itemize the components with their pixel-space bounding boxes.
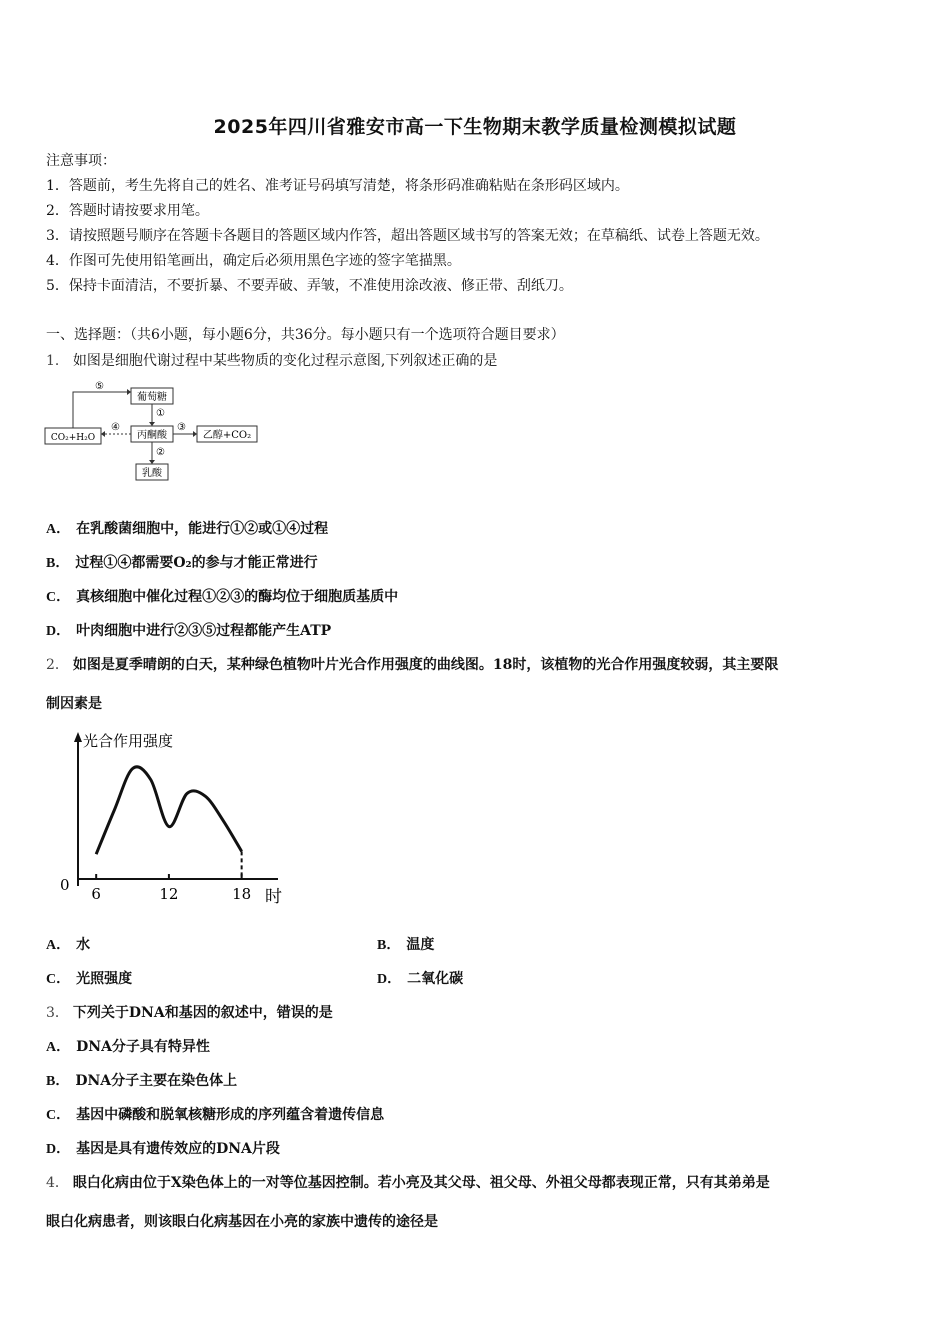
co2-h2o-label: CO₂+H₂O [50,433,96,443]
x-tick-label: 12 [159,885,179,903]
notice-heading: 注意事项： [46,153,116,169]
x-tick-label: 18 [232,885,252,903]
option-c[interactable]: C． 基因中磷酸和脱氧核糖形成的序列蕴含着遗传信息 [46,1107,385,1123]
option-b[interactable]: B． DNA分子主要在染色体上 [46,1073,238,1089]
y-axis-arrow [74,732,82,742]
question-text: 下列关于DNA和基因的叙述中，错误的是 [72,1005,333,1021]
notice-item: 4．作图可先使用铅笔画出，确定后必须用黑色字迹的签字笔描黑。 [46,253,461,269]
question-4-stem-cont: 眼白化病患者，则该眼白化病基因在小亮的家族中遗传的途径是 [46,1214,438,1230]
metabolism-diagram [44,380,264,486]
option-a[interactable]: A． 水 [46,937,91,953]
ethanol-label: 乙醇+CO₂ [202,430,252,441]
question-4-stem [46,1174,770,1192]
step-3-label: ③ [177,422,186,433]
question-3-stem [46,1004,333,1022]
question-number: 4． [46,1175,69,1191]
series-line [96,767,241,854]
question-1-stem [46,352,497,370]
x-tick-label: 6 [91,885,101,903]
step-2-label: ② [156,447,165,458]
step-1-label: ① [156,408,165,419]
glucose-label: 葡萄糖 [137,392,167,403]
notice-item: 1．答题前，考生先将自己的姓名、准考证号码填写清楚，将条形码准确粘贴在条形码区域内。 [46,178,629,194]
option-d[interactable]: D． 二氧化碳 [377,971,464,987]
option-d[interactable]: D． 基因是具有遗传效应的DNA片段 [46,1141,280,1157]
option-b[interactable]: B． 过程①④都需要O₂的参与才能正常进行 [46,555,318,571]
photosynthesis-chart [56,726,290,912]
x-axis-label: 时 [265,887,282,907]
notice-item: 5．保持卡面清洁，不要折暴、不要弄破、弄皱，不准使用涂改液、修正带、刮纸刀。 [46,278,573,294]
question-text: 如图是夏季晴朗的白天，某种绿色植物叶片光合作用强度的曲线图。18时，该植物的光合作用强度较弱，其主要限 [72,657,779,673]
option-c[interactable]: C． 光照强度 [46,971,133,987]
option-c[interactable]: C． 真核细胞中催化过程①②③的酶均位于细胞质基质中 [46,589,399,605]
question-2-stem-cont: 制因素是 [46,696,102,712]
step-4-label: ④ [111,422,120,433]
page-title: 2025年四川省雅安市高一下生物期末教学质量检测模拟试题 [213,116,737,138]
notice-item: 2．答题时请按要求用笔。 [46,203,209,219]
question-2-stem [46,656,778,674]
option-d[interactable]: D． 叶肉细胞中进行②③⑤过程都能产生ATP [46,623,332,639]
pyruvate-label: 丙酮酸 [137,430,167,441]
question-number: 1． [46,353,69,369]
origin-label: 0 [60,876,70,894]
step-5-label: ⑤ [95,381,104,392]
option-b[interactable]: B． 温度 [377,937,435,953]
question-number: 3． [46,1005,69,1021]
notice-item: 3．请按照题号顺序在答题卡各题目的答题区域内作答，超出答题区域书写的答案无效；在草稿纸、试卷上答题无效。 [46,228,769,244]
section-heading: 一、选择题：（共6小题，每小题6分，共36分。每小题只有一个选项符合题目要求） [46,327,565,343]
lactic-acid-label: 乳酸 [142,468,162,479]
y-axis-label: 光合作用强度 [83,732,174,750]
question-text: 如图是细胞代谢过程中某些物质的变化过程示意图,下列叙述正确的是 [72,353,498,369]
option-a[interactable]: A． 在乳酸菌细胞中，能进行①②或①④过程 [46,521,329,537]
option-a[interactable]: A． DNA分子具有特异性 [46,1039,210,1055]
question-text: 眼白化病由位于X染色体上的一对等位基因控制。若小亮及其父母、祖父母、外祖父母都表现正常，只有其弟弟是 [72,1175,770,1191]
question-number: 2． [46,657,69,673]
